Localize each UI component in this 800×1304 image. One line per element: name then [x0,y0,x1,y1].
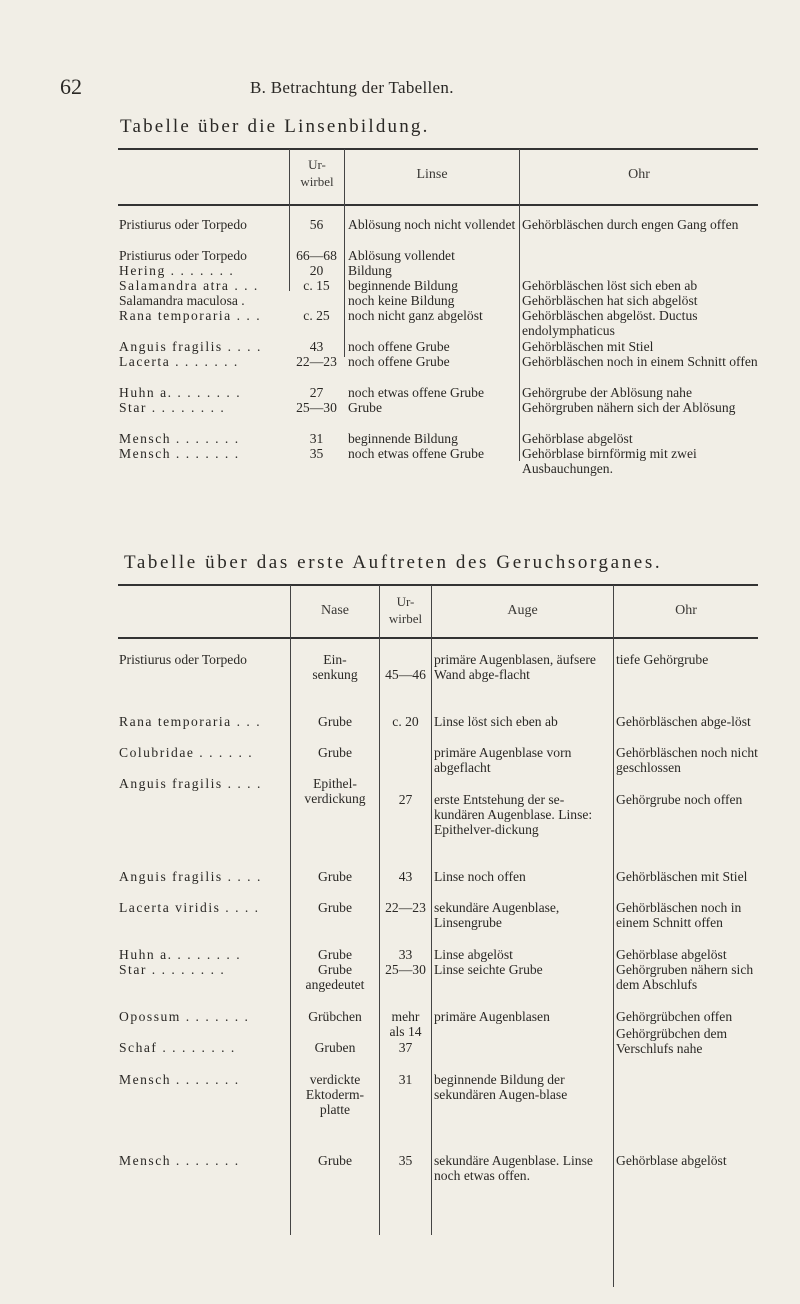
table-row-urwirbel: 22—23 [296,354,337,369]
table1-divider [519,149,520,461]
table-row-ohr: Gehörbläschen mit Stiel [522,339,654,354]
table-row-auge: Linse abgelöst [434,947,513,962]
table-row-urwirbel: 22—23 [385,900,426,915]
table-row-nase: verdickte Ektoderm- platte [305,1072,365,1117]
table-row-species: Anguis fragilis . . . . [119,776,262,791]
table-row-urwirbel: 66—68 [296,248,337,263]
table-row-auge: Linse löst sich eben ab [434,714,558,729]
table-row-species: Lacerta viridis . . . . [119,900,260,915]
table-row-urwirbel: 20 [309,263,324,278]
table2-header-auge: Auge [507,603,538,618]
table-row-nase: Grube [318,900,352,915]
table-row-urwirbel: c. 25 [303,308,330,323]
table-row-species: Lacerta . . . . . . . [119,354,239,369]
table-row-linse: Bildung [348,263,392,278]
table1-header-urwirbel: Ur- wirbel [300,157,334,189]
table2-header-urwirbel: Ur- wirbel [388,594,423,626]
table-row-urwirbel: 35 [398,1153,413,1168]
table-row-species: Anguis fragilis . . . . [119,339,262,354]
table-row-ohr: Gehörgrübchen dem Verschlufs nahe [616,1026,728,1056]
table-row-ohr: Gehörgruben nähern sich dem Abschlufs [616,962,754,992]
table-row-species: Salamandra maculosa . [119,293,245,308]
table-row-ohr: Gehörblase birnförmig mit zwei Ausbauchungen. [522,446,697,476]
table-row-ohr: Gehörbläschen mit Stiel [616,869,748,884]
table-row-urwirbel: 27 [309,385,324,400]
table-row-ohr: Gehörgrube noch offen [616,792,743,807]
table-row-ohr: Gehörbläschen noch in einem Schnitt offen [616,900,742,930]
table-row-linse: Grube [348,400,382,415]
table-row-species: Mensch . . . . . . . [119,431,240,446]
table-row-species: Hering . . . . . . . [119,263,235,278]
table-row-ohr: Gehörblase abgelöst [522,431,633,446]
table-row-linse: noch etwas offene Grube [348,385,485,400]
table-row-auge: Linse noch offen [434,869,526,884]
table2-top-rule [118,584,758,586]
table-row-nase: Grube [318,1153,352,1168]
table1-header-ohr: Ohr [628,167,650,182]
table-row-linse: Ablösung noch nicht vollendet [348,217,516,232]
table-row-linse: noch nicht ganz abgelöst [348,308,483,323]
table-row-ohr: Gehörbläschen durch engen Gang offen [522,217,739,232]
table-row-ohr: Gehörgrube der Ablösung nahe [522,385,693,400]
table-row-species: Rana temporaria . . . [119,308,262,323]
table-row-species: Huhn a. . . . . . . . [119,385,242,400]
table-row-species: Schaf . . . . . . . . [119,1040,236,1055]
table-row-ohr: Gehörbläschen abgelöst. Ductus endolymphaticus [522,308,698,338]
table-row-ohr: Gehörbläschen noch nicht geschlossen [616,745,758,775]
table2-divider [613,585,614,1287]
table-row-linse: noch offene Grube [348,339,450,354]
table-row-urwirbel: c. 15 [303,278,330,293]
table1-top-rule [118,148,758,150]
table-row-urwirbel: 33 [398,947,413,962]
table2-header-rule [118,637,758,639]
table-row-species: Salamandra atra . . . [119,278,259,293]
table-row-ohr: Gehörgruben nähern sich der Ablösung [522,400,736,415]
table-row-linse: noch keine Bildung [348,293,455,308]
table-row-nase: Grube [318,714,352,729]
table-row-nase: Gruben [314,1040,356,1055]
table-row-species: Mensch . . . . . . . [119,1072,240,1087]
table-row-urwirbel: 25—30 [296,400,337,415]
table-row-urwirbel: 43 [398,869,413,884]
table-row-species: Star . . . . . . . . [119,400,226,415]
page-number: 62 [60,74,82,99]
running-head: B. Betrachtung der Tabellen. [250,78,454,97]
table-row-species: Opossum . . . . . . . [119,1009,250,1024]
table-row-urwirbel: 27 [398,792,413,807]
table-row-ohr: Gehörbläschen abge-löst [616,714,751,729]
table2-title: Tabelle über das erste Auftreten des Geruchsorganes. [124,552,663,573]
table-row-urwirbel: 31 [309,431,324,446]
table-row-auge: beginnende Bildung der sekundären Augen-blase [434,1072,568,1102]
table-row-auge: primäre Augenblasen [434,1009,550,1024]
table-row-auge: erste Entstehung der se-kundären Augenblase. Linse: Epithelver-dickung [434,792,593,837]
table2-divider [431,585,432,1235]
table-row-nase: Grube [318,745,352,760]
table-row-nase: Ein- senkung [312,652,358,682]
table-row-urwirbel: c. 20 [392,714,419,729]
table-row-linse: beginnende Bildung [348,278,458,293]
table-row-auge: Linse seichte Grube [434,962,543,977]
table-row-auge: sekundäre Augenblase, Linsengrube [434,900,560,930]
table-row-linse: beginnende Bildung [348,431,458,446]
table-row-auge: primäre Augenblasen, äufsere Wand abge-flacht [434,652,596,682]
table2-header-nase: Nase [321,603,349,618]
table-row-species: Mensch . . . . . . . [119,446,240,461]
table-row-urwirbel: 25—30 [385,962,426,977]
table-row-urwirbel: mehr als 14 [389,1009,422,1039]
table-row-ohr: Gehörgrübchen offen [616,1009,733,1024]
table-row-linse: Ablösung vollendet [348,248,455,263]
table-row-nase: Epithel- verdickung [304,776,366,806]
table-row-ohr: Gehörbläschen löst sich eben ab [522,278,698,293]
table-row-nase: Grübchen [308,1009,362,1024]
table-row-nase: Grube [318,869,352,884]
table-row-species: Colubridae . . . . . . [119,745,254,760]
table-row-urwirbel: 43 [309,339,324,354]
table-row-ohr: tiefe Gehörgrube [616,652,709,667]
table-row-urwirbel: 35 [309,446,324,461]
table-row-ohr: Gehörblase abgelöst [616,947,727,962]
table-row-urwirbel: 56 [309,217,324,232]
table-row-species: Rana temporaria . . . [119,714,262,729]
table-row-urwirbel: 31 [398,1072,413,1087]
table-row-nase: Grube angedeutet [305,962,365,992]
table-row-urwirbel: 45—46 [385,667,426,682]
table-row-linse: noch offene Grube [348,354,450,369]
table-row-ohr: Gehörbläschen hat sich abgelöst [522,293,698,308]
table2-header-ohr: Ohr [675,603,697,618]
table1-divider [344,149,345,357]
table-row-species: Pristiurus oder Torpedo [119,652,247,667]
table1-header-linse: Linse [416,167,448,182]
table1-title: Tabelle über die Linsenbildung. [120,116,430,137]
table-row-urwirbel: 37 [398,1040,413,1055]
table-row-species: Huhn a. . . . . . . . [119,947,242,962]
table-row-species: Anguis fragilis . . . . [119,869,262,884]
table-row-nase: Grube [318,947,352,962]
table-row-ohr: Gehörblase abgelöst [616,1153,727,1168]
table-row-auge: sekundäre Augenblase. Linse noch etwas offen. [434,1153,593,1183]
table-row-linse: noch etwas offene Grube [348,446,485,461]
table-row-ohr: Gehörbläschen noch in einem Schnitt offen [522,354,758,369]
table-row-species: Pristiurus oder Torpedo [119,248,247,263]
table-row-species: Pristiurus oder Torpedo [119,217,247,232]
table-row-species: Mensch . . . . . . . [119,1153,240,1168]
table-row-species: Star . . . . . . . . [119,962,226,977]
table1-header-rule [118,204,758,206]
table-row-auge: primäre Augenblase vorn abgeflacht [434,745,572,775]
